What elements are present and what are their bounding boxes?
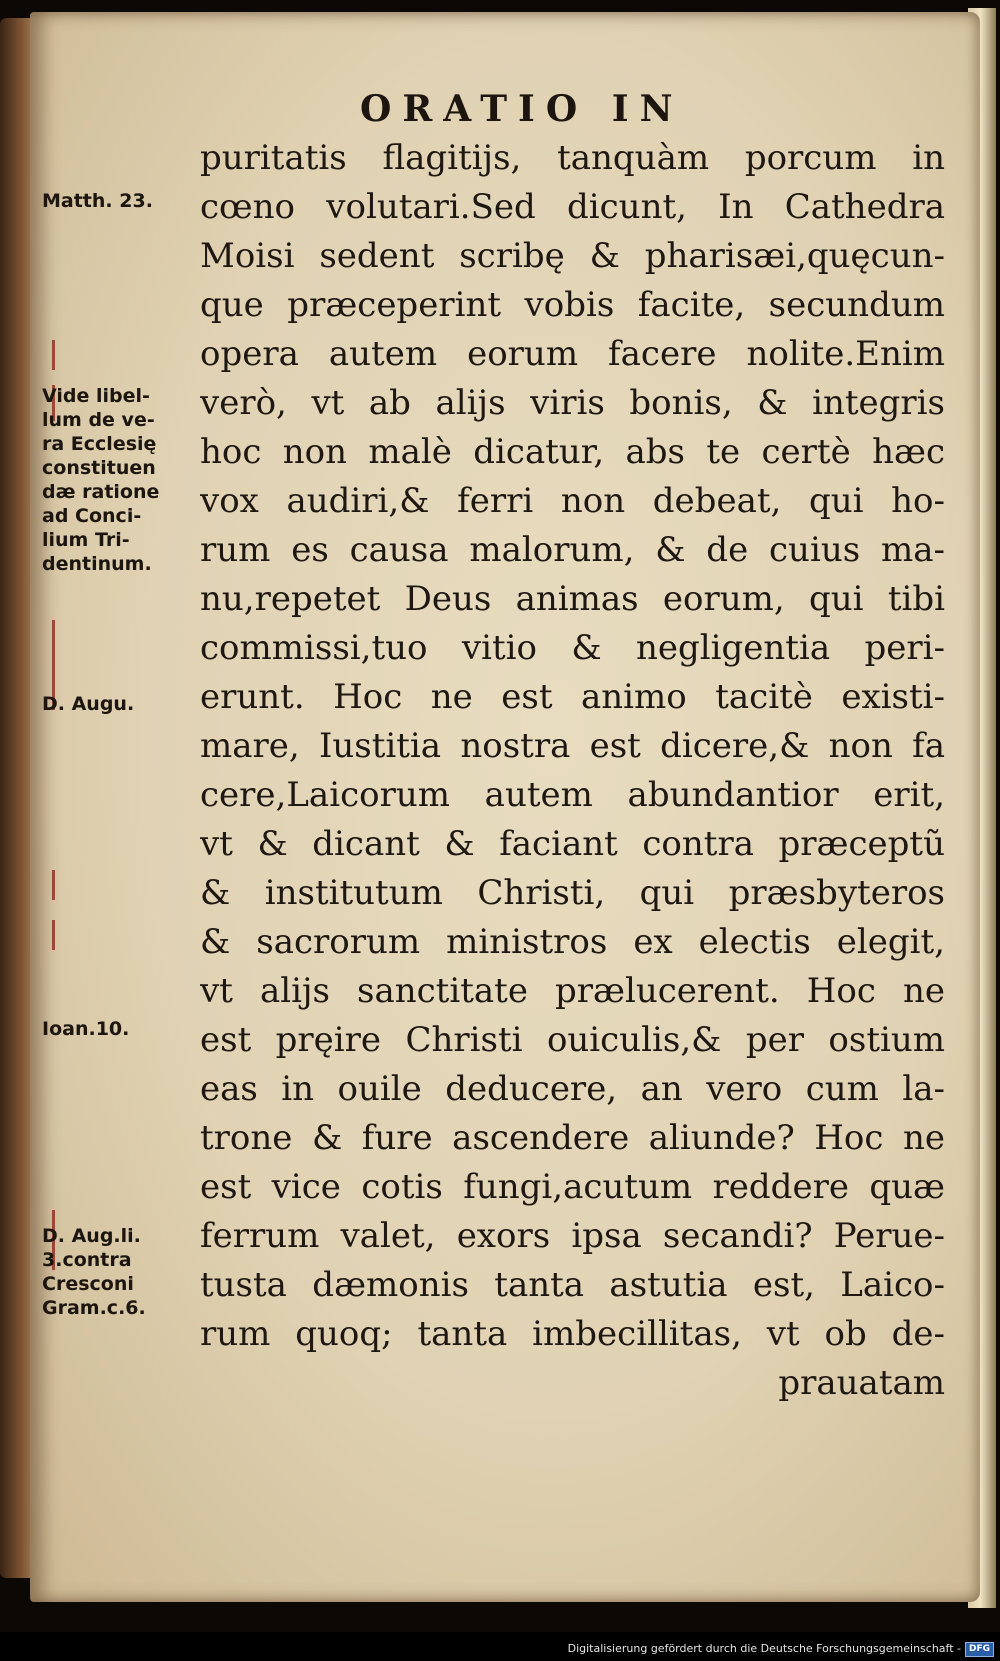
marginal-note-matthew	[42, 189, 153, 213]
marginal-note-line: Ioan.10.	[42, 1018, 130, 1040]
text-line: trone & fure ascendere aliunde? Hoc ne	[200, 1118, 945, 1158]
marginal-note-line: lum de ve-	[42, 409, 155, 431]
text-line: & institutum Christi, qui præsbyteros	[200, 873, 945, 913]
digitization-credit-bar	[0, 1636, 1000, 1661]
text-line: nu,repetet Deus animas eorum, qui tibi	[200, 579, 945, 619]
running-head: ORATIO IN	[360, 88, 684, 130]
text-line: vt & dicant & faciant contra præceptũ	[200, 824, 945, 864]
text-line: prauatam	[778, 1363, 945, 1403]
marginal-note-line: ra Ecclesię	[42, 433, 157, 455]
marginal-note-line: lium Tri-	[42, 529, 130, 551]
text-line: mare, Iustitia nostra est dicere,& non fa	[200, 726, 945, 766]
text-line: & sacrorum ministros ex electis elegit,	[200, 922, 945, 962]
marginal-note-line: constituen	[42, 457, 156, 479]
marginal-note-line: Matth. 23.	[42, 190, 153, 212]
marginal-note-line: D. Aug.li.	[42, 1225, 141, 1247]
marginal-note-augustine	[42, 692, 134, 716]
text-line: erunt. Hoc ne est animo tacitè existi-	[200, 677, 945, 717]
text-line: hoc non malè dicatur, abs te certè hæc	[200, 432, 945, 472]
text-line: puritatis flagitijs, tanquàm porcum in	[200, 138, 945, 178]
dfg-logo: DFG	[965, 1642, 994, 1657]
marginal-note-libellum	[42, 384, 159, 576]
text-line: commissi,tuo vitio & negligentia peri-	[200, 628, 945, 668]
text-line: tusta dæmonis tanta astutia est, Laico-	[200, 1265, 945, 1305]
digitization-credit: Digitalisierung gefördert durch die Deutsche Forschungsgemeinschaft -	[567, 1642, 961, 1655]
text-line: verò, vt ab alijs viris bonis, & integris	[200, 383, 945, 423]
marginal-note-line: Vide libel-	[42, 385, 150, 407]
marginal-note-line: dæ ratione	[42, 481, 160, 503]
gutter-rubric-mark	[52, 870, 55, 900]
gutter-rubric-mark	[52, 340, 55, 370]
marginal-note-line: ad Conci-	[42, 505, 142, 527]
text-line: cere,Laicorum autem abundantior erit,	[200, 775, 945, 815]
text-line: cœno volutari.Sed dicunt, In Cathedra	[200, 187, 945, 227]
text-line: Moisi sedent scribę & pharisæi,quęcun-	[200, 236, 945, 276]
marginal-note-line: D. Augu.	[42, 693, 135, 715]
text-line: est vice cotis fungi,acutum reddere quæ	[200, 1167, 945, 1207]
marginal-note-augustine-cresconius	[42, 1224, 146, 1320]
text-line: rum es causa malorum, & de cuius ma-	[200, 530, 945, 570]
text-line: est pręire Christi ouiculis,& per ostium	[200, 1020, 945, 1060]
text-line: que præceperint vobis facite, secundum	[200, 285, 945, 325]
marginal-note-line: 3.contra	[42, 1249, 132, 1271]
body-text	[200, 134, 945, 1408]
text-line: eas in ouile deducere, an vero cum la-	[200, 1069, 945, 1109]
text-line: opera autem eorum facere nolite.Enim	[200, 334, 945, 374]
text-line: vox audiri,& ferri non debeat, qui ho-	[200, 481, 945, 521]
gutter-rubric-mark	[52, 920, 55, 950]
marginal-note-ioannes	[42, 1017, 129, 1041]
text-line: vt alijs sanctitate prælucerent. Hoc ne	[200, 971, 945, 1011]
marginal-note-line: Cresconi	[42, 1273, 134, 1295]
text-line: ferrum valet, exors ipsa secandi? Perue-	[200, 1216, 945, 1256]
marginal-note-line: dentinum.	[42, 553, 152, 575]
text-line: rum quoq; tanta imbecillitas, vt ob de-	[200, 1314, 945, 1354]
marginal-note-line: Gram.c.6.	[42, 1297, 146, 1319]
